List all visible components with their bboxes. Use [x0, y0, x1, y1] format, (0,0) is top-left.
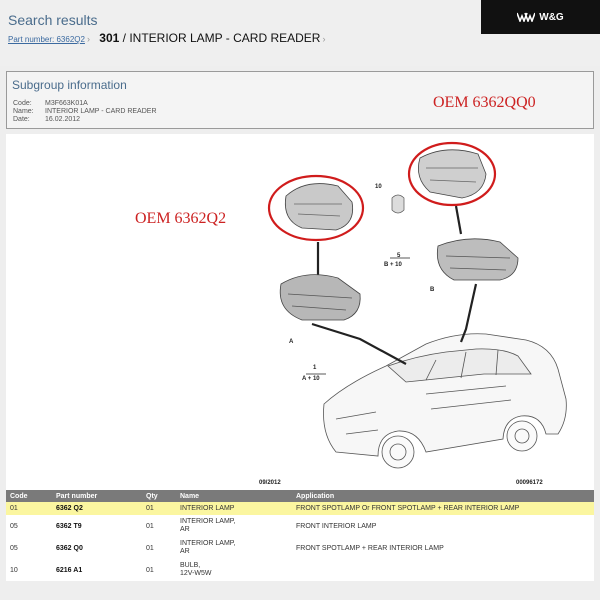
breadcrumb-part-link[interactable]: Part number: 6362Q2 — [8, 35, 85, 44]
parts-table — [6, 490, 594, 581]
breadcrumb — [8, 31, 327, 45]
header-name: Name — [180, 492, 200, 500]
row-qty: 01 — [146, 505, 154, 512]
row-code: 05 — [10, 522, 18, 530]
car-illustration — [324, 334, 567, 468]
row-application: FRONT SPOTLAMP + REAR INTERIOR LAMP — [296, 544, 444, 552]
date-value: 16.02.2012 — [45, 116, 81, 123]
diagram-date: 09/2012 — [259, 480, 281, 486]
bulb-part — [392, 195, 404, 213]
subgroup-code-row — [13, 100, 88, 107]
callout-a: A — [289, 339, 294, 345]
breadcrumb-separator-icon: › — [86, 34, 90, 44]
row-name — [176, 515, 292, 537]
lamp-6362q2-part — [269, 176, 363, 240]
row-name-line1: INTERIOR LAMP, — [180, 540, 236, 547]
diagram-reference: 00096172 — [516, 480, 543, 486]
callout-10: 10 — [375, 184, 382, 190]
name-label: Name: — [13, 108, 34, 115]
brand-logo — [481, 0, 600, 34]
subgroup-name-row — [13, 108, 157, 115]
row-application: FRONT INTERIOR LAMP — [296, 522, 377, 530]
header-part-number: Part number — [56, 492, 98, 500]
row-part-number[interactable]: 6362 T9 — [56, 522, 82, 530]
row-code: 01 — [10, 505, 18, 512]
breadcrumb-code: 301 — [99, 31, 120, 45]
table-row[interactable] — [6, 515, 594, 537]
header-code: Code — [10, 492, 28, 500]
row-name-line2: AR — [180, 548, 190, 555]
code-value: M3F663K01A — [45, 100, 88, 107]
row-application: FRONT SPOTLAMP Or FRONT SPOTLAMP + REAR INTERIOR LAMP — [296, 505, 520, 512]
brand-mark-icon — [517, 12, 535, 22]
lamp-6362q0-part — [409, 143, 495, 205]
results-header — [0, 0, 600, 66]
row-name-line2: 12V-W5W — [180, 570, 212, 577]
row-part-number[interactable]: 6362 Q0 — [56, 544, 83, 552]
row-qty: 01 — [146, 544, 154, 552]
row-name-line1: INTERIOR LAMP, — [180, 518, 236, 525]
row-qty: 01 — [146, 522, 154, 530]
subgroup-date-row — [13, 116, 80, 123]
breadcrumb-end-icon: › — [322, 34, 326, 44]
code-label: Code: — [13, 100, 32, 107]
callout-1: 1 — [313, 365, 317, 371]
header-qty: Qty — [146, 492, 158, 500]
row-name — [176, 502, 292, 515]
row-name-line1: BULB, — [180, 562, 201, 569]
page-title: Search results — [8, 12, 98, 28]
name-value: INTERIOR LAMP - CARD READER — [45, 108, 157, 115]
row-name-line1: INTERIOR LAMP — [180, 504, 235, 512]
exploded-view-drawing — [6, 134, 594, 490]
callout-a10: A + 10 — [302, 376, 320, 382]
header-application: Application — [296, 492, 335, 500]
row-part-number[interactable]: 6362 Q2 — [56, 505, 83, 512]
row-qty: 01 — [146, 566, 154, 574]
callout-b10: B + 10 — [384, 262, 402, 268]
callout-b: B — [430, 287, 435, 293]
row-code: 05 — [10, 544, 18, 552]
table-row[interactable] — [6, 502, 594, 515]
parts-diagram — [6, 134, 594, 490]
callout-5: 5 — [397, 253, 401, 259]
row-part-number[interactable]: 6216 A1 — [56, 566, 83, 574]
lamp-housing-a — [280, 275, 360, 320]
brand-name: W&G — [539, 11, 564, 23]
lamp-housing-b — [437, 239, 518, 280]
table-header-row — [6, 490, 594, 502]
row-name — [176, 559, 292, 581]
breadcrumb-name: / INTERIOR LAMP - CARD READER — [122, 31, 321, 45]
row-name-line2: AR — [180, 526, 190, 533]
row-application — [292, 559, 594, 581]
table-row[interactable] — [6, 537, 594, 559]
subgroup-title: Subgroup information — [12, 78, 127, 92]
table-row[interactable] — [6, 559, 594, 581]
oem-annotation-left: OEM 6362Q2 — [135, 210, 227, 227]
row-code: 10 — [10, 566, 18, 574]
row-name — [176, 537, 292, 559]
oem-annotation-right: OEM 6362QQ0 — [433, 94, 536, 111]
date-label: Date: — [13, 116, 30, 123]
